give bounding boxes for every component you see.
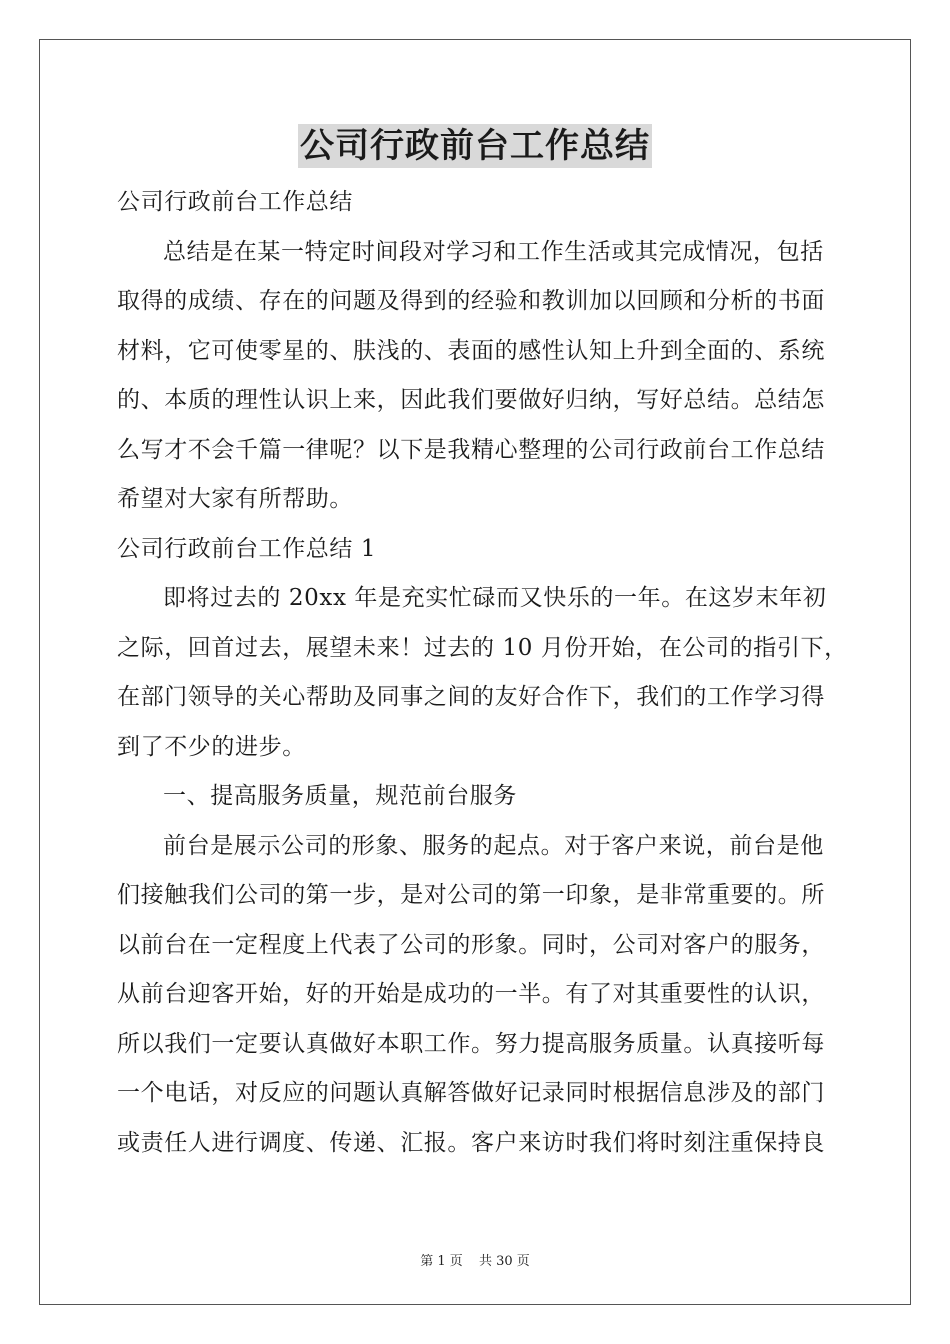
section-heading: 公司行政前台工作总结 1 <box>117 535 377 562</box>
body-line: 一个电话，对反应的问题认真解答做好记录同时根据信息涉及的部门 <box>117 1080 825 1106</box>
body-line: 所以我们一定要认真做好本职工作。努力提高服务质量。认真接听每 <box>117 1030 825 1057</box>
body-line: 或责任人进行调度、传递、汇报。客户来访时我们将时刻注重保持良 <box>117 1129 825 1156</box>
body-line: 即将过去的 20xx 年是充实忙碌而又快乐的一年。在这岁末年初 <box>163 585 827 611</box>
body-line: 从前台迎客开始，好的开始是成功的一半。有了对其重要性的认识， <box>117 981 825 1007</box>
document-body <box>117 178 848 1168</box>
body-line: 希望对大家有所帮助。 <box>117 486 353 512</box>
page-total: 共 30 页 <box>478 1254 530 1269</box>
body-line: 公司行政前台工作总结 <box>117 189 353 215</box>
body-line: 前台是展示公司的形象、服务的起点。对于客户来说，前台是他 <box>163 832 824 859</box>
body-line: 之际，回首过去，展望未来！过去的 10 月份开始，在公司的指引下， <box>117 634 848 661</box>
title-wrap <box>0 124 950 168</box>
body-line: 取得的成绩、存在的问题及得到的经验和教训加以回顾和分析的书面 <box>117 288 825 314</box>
page-footer <box>0 1250 950 1269</box>
body-line: 到了不少的进步。 <box>117 733 306 760</box>
body-line: 在部门领导的关心帮助及同事之间的友好合作下，我们的工作学习得 <box>117 684 825 710</box>
body-line: 总结是在某一特定时间段对学习和工作生活或其完成情况，包括 <box>163 238 824 265</box>
body-line: 么写才不会千篇一律呢？以下是我精心整理的公司行政前台工作总结 <box>117 436 825 463</box>
body-line: 以前台在一定程度上代表了公司的形象。同时，公司对客户的服务， <box>117 931 825 958</box>
page-number: 第 1 页 <box>420 1254 463 1269</box>
subsection-heading: 一、提高服务质量，规范前台服务 <box>163 783 517 809</box>
document-title: 公司行政前台工作总结 <box>300 126 650 166</box>
body-line: 的、本质的理性认识上来，因此我们要做好归纳，写好总结。总结怎 <box>117 387 825 413</box>
body-line: 们接触我们公司的第一步，是对公司的第一印象，是非常重要的。所 <box>117 882 825 908</box>
body-line: 材料，它可使零星的、肤浅的、表面的感性认知上升到全面的、系统 <box>117 337 825 364</box>
